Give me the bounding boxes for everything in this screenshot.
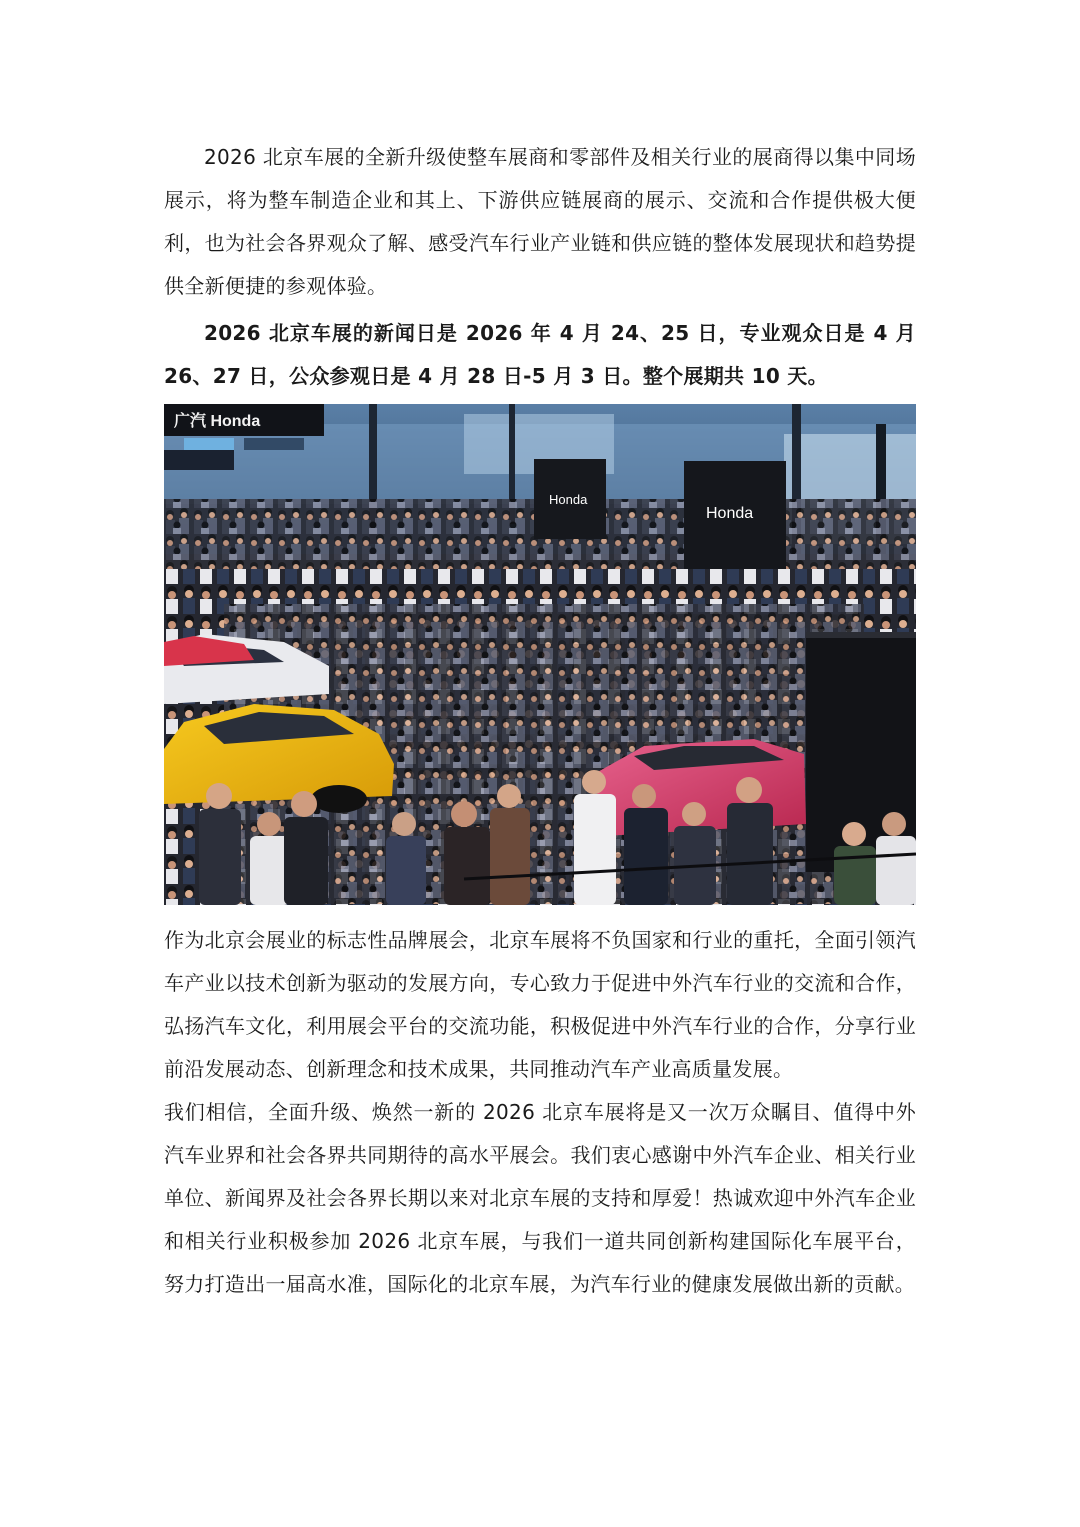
paragraph-brand: 作为北京会展业的标志性品牌展会，北京车展将不负国家和行业的重托，全面引领汽车产业以技术创新为驱动的发展方向，专心致力于促进中外汽车行业的交流和合作，弘扬汽车文化，利用展会平台的交流功能，积极促进中外汽车行业的合作，分享行业前沿发展动态、创新理念和技术成果，共同推动汽车产业高质量发展。	[164, 928, 916, 1081]
sign-top-left-text: 广汽 Honda	[174, 413, 261, 430]
sign-cube-1-text: Honda	[549, 492, 588, 507]
sign-cube-2-text: Honda	[706, 505, 754, 522]
auto-show-photo	[164, 404, 916, 905]
paragraph-dates: 2026 北京车展的新闻日是 2026 年 4 月 24、25 日，专业观众日是 4 月 26、27 日，公众参观日是 4 月 28 日-5 月 3 日。整个展期共 10 天。	[164, 321, 916, 388]
document-page	[164, 136, 916, 1306]
paragraph-closing: 我们相信，全面升级、焕然一新的 2026 北京车展将是又一次万众瞩目、值得中外汽车业界和社会各界共同期待的高水平展会。我们衷心感谢中外汽车企业、相关行业单位、新闻界及社会各界长期以来对北京车展的支持和厚爱！热诚欢迎中外汽车企业和相关行业积极参加 2026 北京车展，与我们一道共同创新构建国际化车展平台，努力打造出一届高水准，国际化的北京车展，为汽车行业的健康发展做出新的贡献。	[164, 1100, 916, 1296]
paragraph-intro: 2026 北京车展的全新升级使整车展商和零部件及相关行业的展商得以集中同场展示，将为整车制造企业和其上、下游供应链展商的展示、交流和合作提供极大便利，也为社会各界观众了解、感受汽车行业产业链和供应链的整体发展现状和趋势提供全新便捷的参观体验。	[164, 145, 916, 298]
